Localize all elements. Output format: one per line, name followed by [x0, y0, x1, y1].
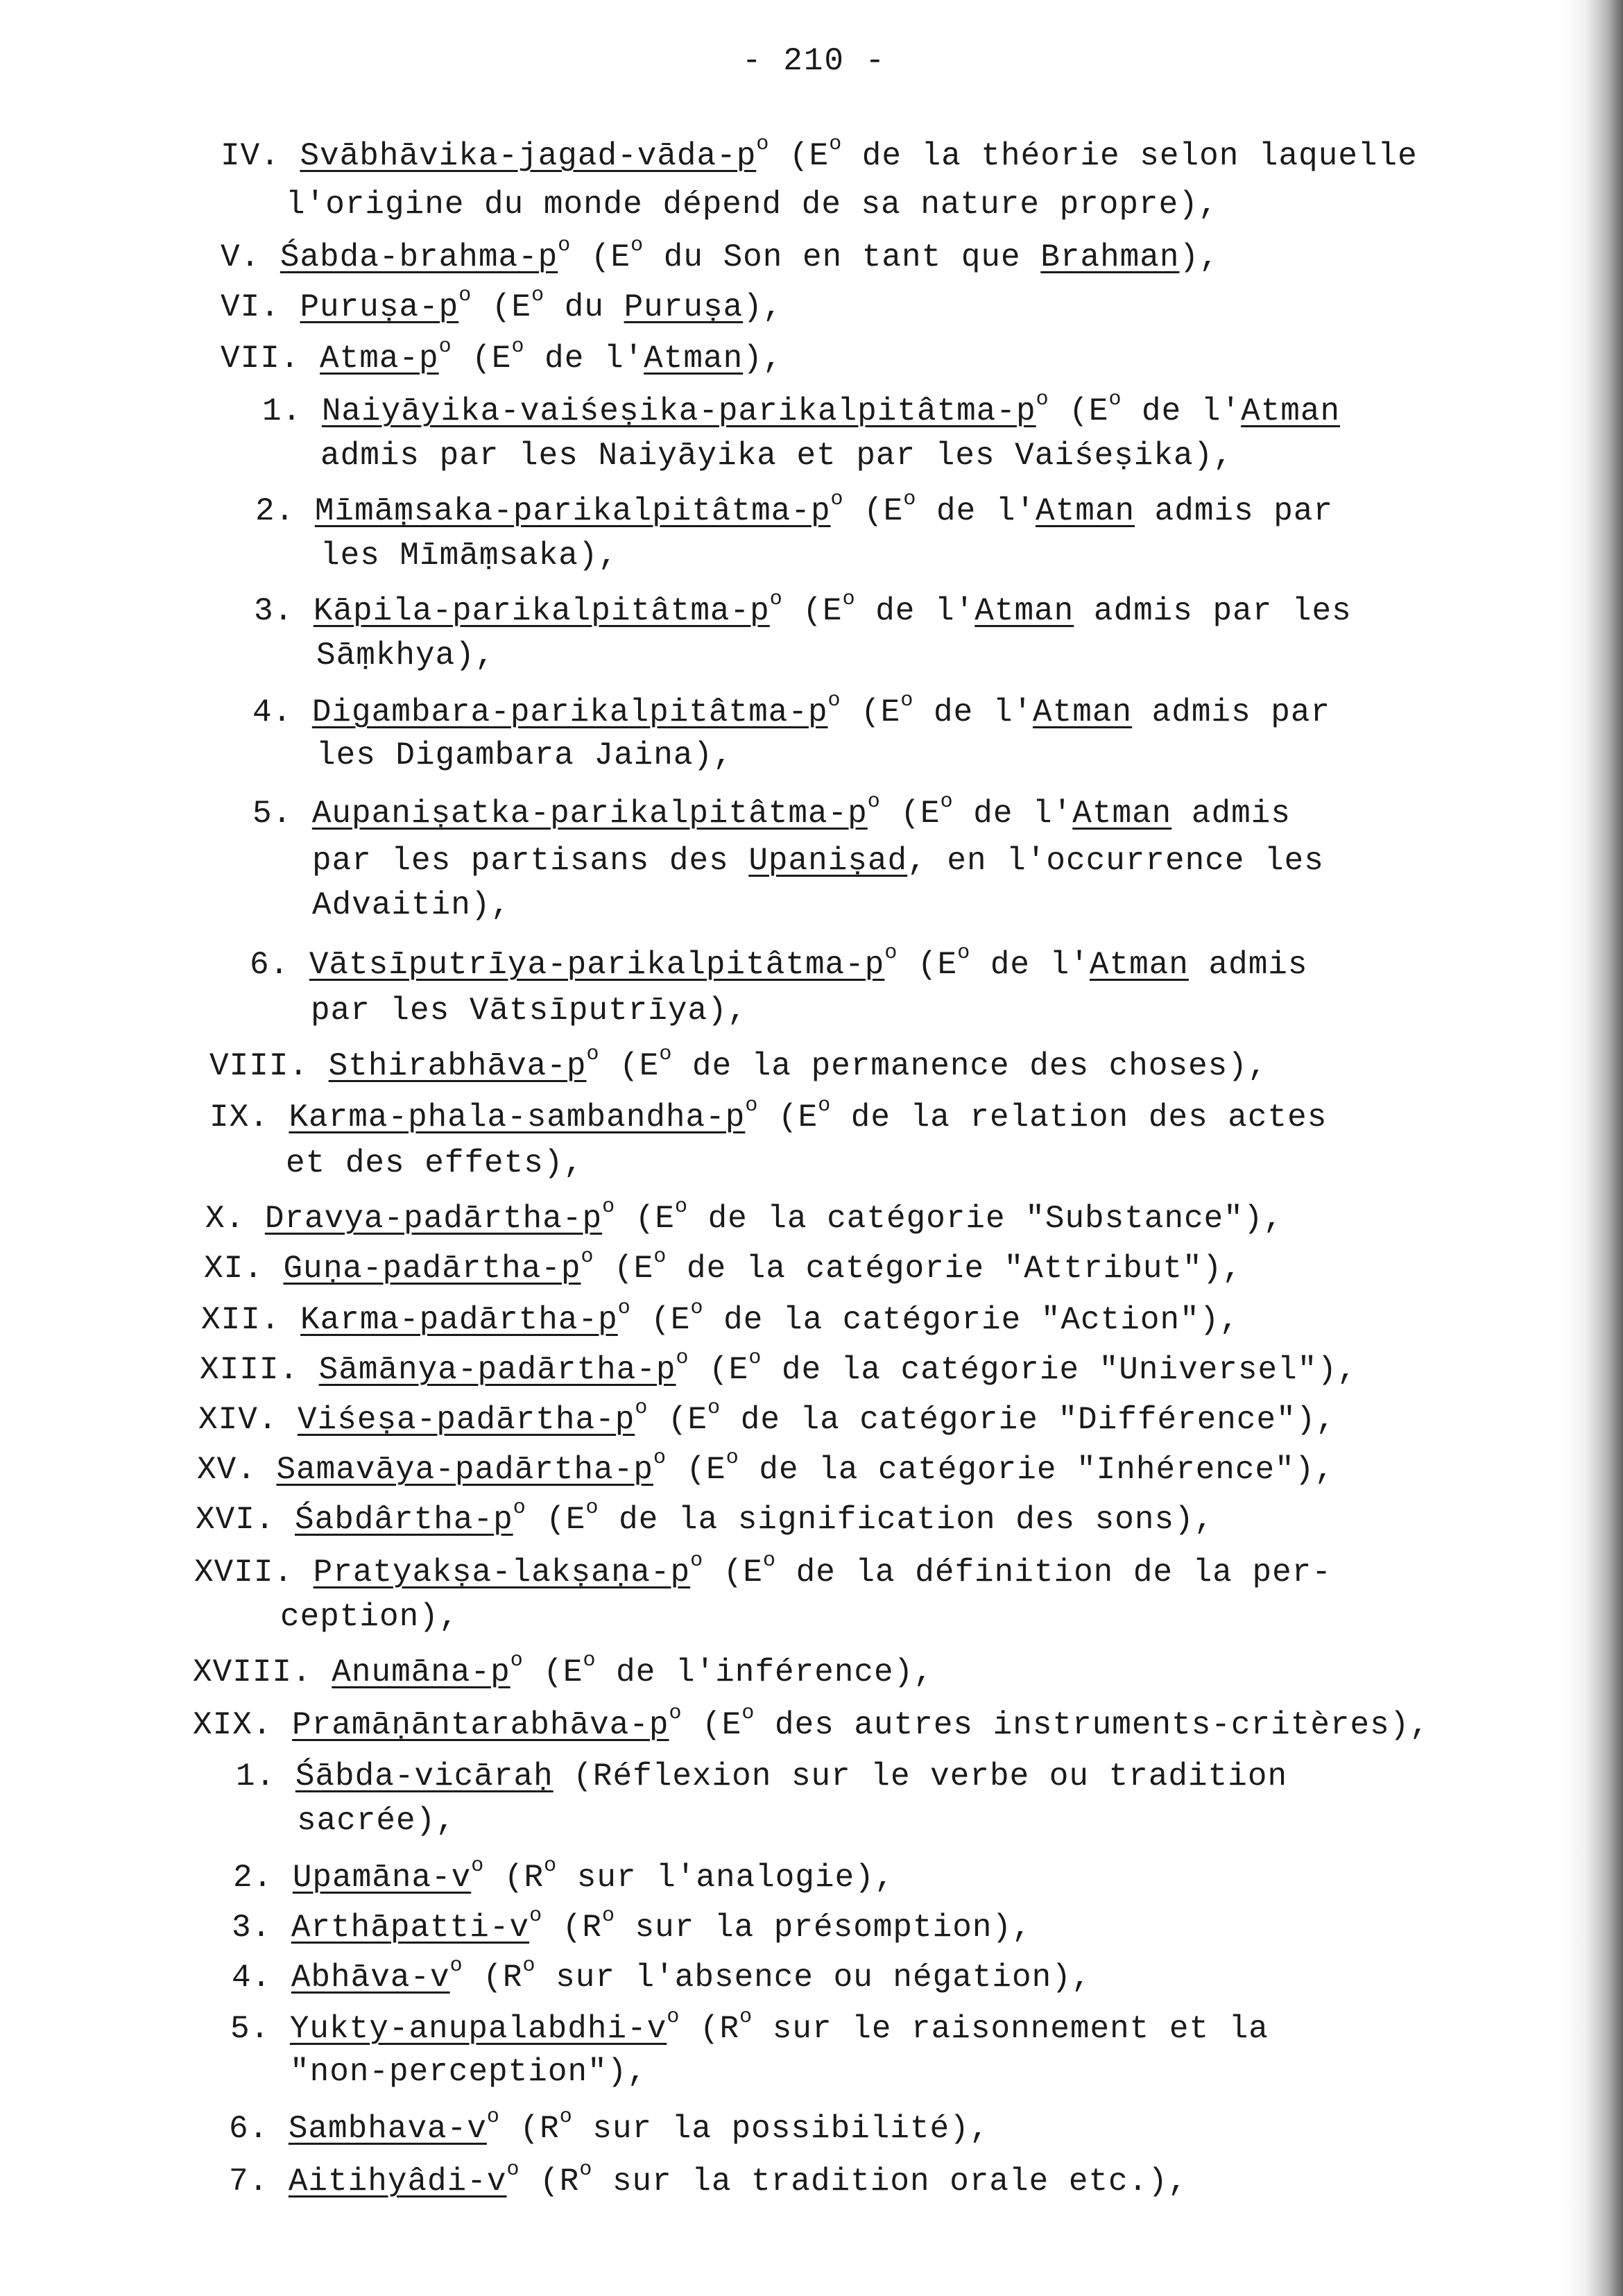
entry-xviii: XVIII. Anumāna-$p^o$ ($E^o$ de l'inférence),	[193, 1649, 934, 1690]
entry-xvii: XVII. Pratyakṣa-$lakṣaṇa-p^o$ ($E^o$ de la définition de la per-	[194, 1549, 1332, 1591]
entry-vii-6: 6. Vātsīputrīya-$parikalpitâtma-p^o$ ($E^o$ de l'Atman admis	[250, 941, 1308, 983]
entry-viii: VIII. Sthirabhāva-$p^o$ ($E^o$ de la permanence des choses),	[209, 1043, 1268, 1084]
entry-xix-1: 1. Śābda-vicāraḥ (Réflexion sur le verbe ou tradition	[236, 1758, 1288, 1794]
entry-continuation: sacrée),	[297, 1803, 456, 1839]
entry-x: X. Dravya-$padārtha-p^o$ ($E^o$ de la catégorie "Substance"),	[205, 1195, 1284, 1237]
entry-xi: XI. Guṇa-$padārtha-p^o$ ($E^o$ de la catégorie "Attribut"),	[204, 1245, 1242, 1287]
entry-xix-6: 6. Sambhava-$v^o$ ($R^o$ sur la possibilité),	[229, 2105, 990, 2147]
entry-continuation: par les Vātsīputrīya),	[311, 993, 748, 1029]
entry-xiv: XIV. Viśeṣa-$padārtha-p^o$ ($E^o$ de la catégorie "Différence"),	[198, 1396, 1336, 1438]
entry-vi: VI. Puruṣa-$p^o$ ($E^o$ du Puruṣa),	[221, 284, 783, 325]
entry-vii-1: 1. Naiyāyika-$vaiśeṣika-parikalpitâtma-p^o$ ($E^o$ de l'Atman	[262, 388, 1341, 429]
entry-vii-4: 4. Digambara-$parikalpitâtma-p^o$ ($E^o$ de l'Atman admis par	[252, 689, 1331, 730]
entry-v: V. Śabda-$brahma-p^o$ ($E^o$ du Son en tant que Brahman),	[221, 234, 1219, 275]
entry-xix-4: 4. Abhāva-$v^o$ ($R^o$ sur l'absence ou négation),	[232, 1954, 1092, 1996]
entry-xix-7: 7. Aitihyâdi-$v^o$ ($R^o$ sur la tradition orale etc.),	[229, 2158, 1188, 2200]
entry-continuation: et des effets),	[286, 1145, 584, 1181]
entry-continuation: les Mīmāṃsaka),	[320, 538, 619, 574]
entry-vii: VII. Atma-$p^o$ ($E^o$ de l'Atman),	[221, 335, 783, 377]
entry-xv: XV. Samavāya-$padārtha-p^o$ ($E^o$ de la catégorie "Inhérence"),	[197, 1446, 1334, 1488]
entry-vii-2: 2. Mīmāṃsaka-$parikalpitâtma-p^o$ ($E^o$ de l'Atman admis par	[255, 488, 1334, 529]
entry-ix: IX. Karma-$phala-sambandha-p^o$ ($E^o$ de la relation des actes	[209, 1094, 1328, 1136]
entry-vii-5: 5. Aupaniṣatka-$parikalpitâtma-p^o$ ($E^o$ de l'Atman admis	[252, 790, 1291, 832]
entry-xix-5: 5. Yukty-$anupalabdhi-v^o$ ($R^o$ sur le raisonnement et la	[230, 2005, 1269, 2047]
entry-continuation: "non-perception"),	[290, 2054, 647, 2090]
entry-xix-2: 2. Upamāna-$v^o$ ($R^o$ sur l'analogie),	[233, 1854, 895, 1896]
entry-continuation: par les partisans des Upaniṣad, en l'occurrence les	[312, 843, 1324, 879]
entry-continuation: Sāṃkhya),	[316, 637, 495, 674]
page-edge-shadow	[1561, 0, 1623, 2296]
entry-xvi: XVI. Śabdârtha-$p^o$ ($E^o$ de la signification des sons),	[196, 1496, 1214, 1538]
entry-xiii: XIII. Sāmānya-$padārtha-p^o$ ($E^o$ de la catégorie "Universel"),	[200, 1346, 1357, 1388]
entry-continuation: Advaitin),	[312, 887, 511, 923]
entry-continuation: les Digambara Jaina),	[316, 737, 733, 773]
entry-continuation: l'origine du monde dépend de sa nature propre),	[286, 187, 1219, 223]
entry-xii: XII. Karma-$padārtha-p^o$ ($E^o$ de la catégorie "Action"),	[201, 1296, 1239, 1338]
entry-xix-3: 3. Arthāpatti-$v^o$ ($R^o$ sur la présomption),	[232, 1904, 1032, 1946]
entry-numeral: IV.	[221, 138, 280, 174]
entry-vii-3: 3. Kāpila-$parikalpitâtma-p^o$ ($E^o$ de l'Atman admis par les	[254, 588, 1352, 629]
page-number: - 210 -	[742, 43, 886, 79]
entry-iv: IV. Svābhāvika-$jagad-vāda-p^o$ ($E^o$ de la théorie selon laquelle	[221, 132, 1418, 174]
entry-xix: XIX. Pramāṇāntarabhāva-$p^o$ ($E^o$ des autres instruments-critères),	[193, 1702, 1429, 1743]
entry-term: Svābhāvika-jagad-vāda-p	[300, 138, 757, 174]
entry-continuation: ception),	[280, 1599, 459, 1635]
entry-continuation: admis par les Naiyāyika et par les Vaiśeṣika),	[320, 438, 1233, 474]
